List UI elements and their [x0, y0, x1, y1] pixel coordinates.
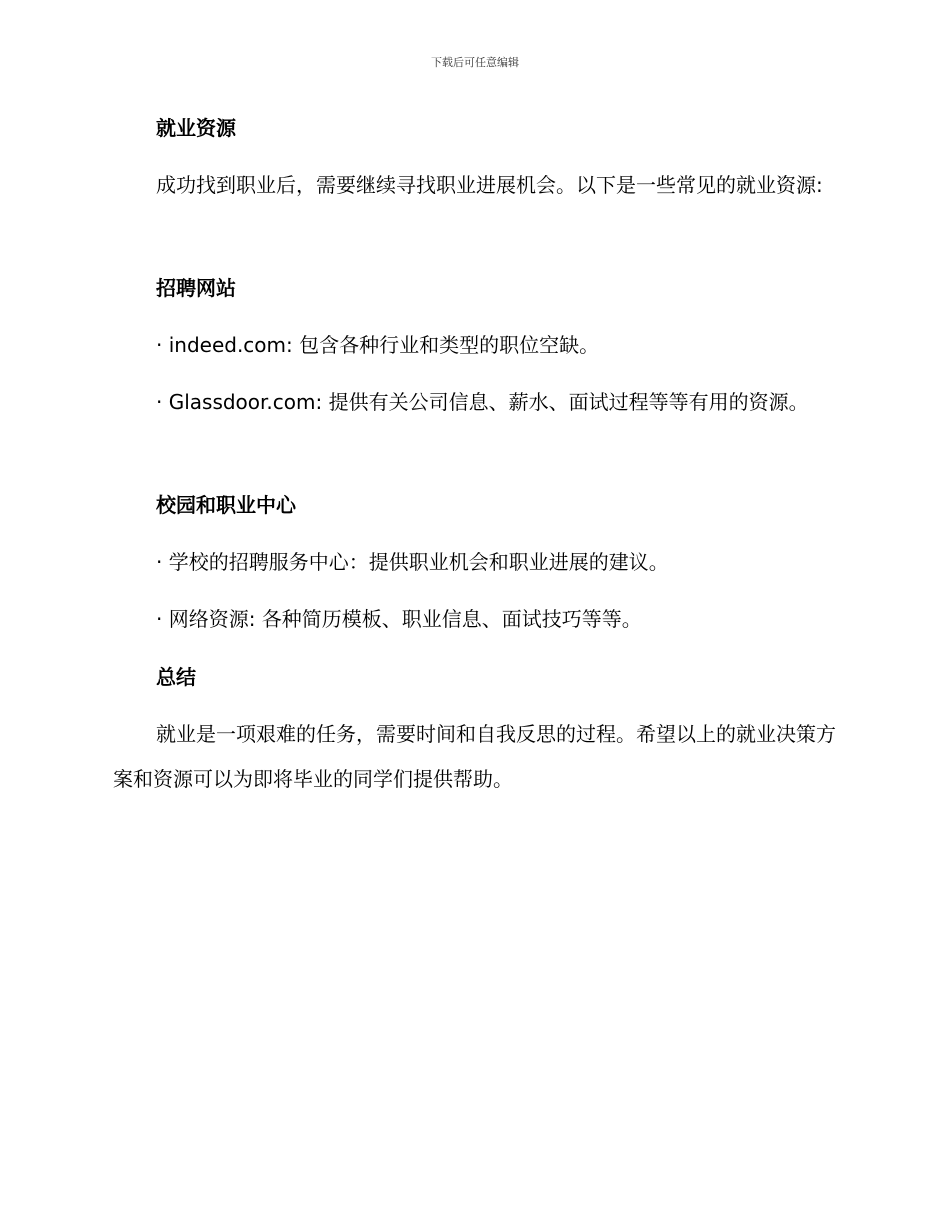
section-heading-job-sites: 招聘网站	[156, 276, 236, 300]
section-heading-summary: 总结	[156, 665, 196, 689]
section-paragraph-employment-resources: 成功找到职业后，需要继续寻找职业进展机会。以下是一些常见的就业资源:	[156, 173, 823, 197]
page-header: 下载后可任意编辑	[431, 56, 519, 69]
list-item-indeed: · indeed.com: 包含各种行业和类型的职位空缺。	[156, 333, 600, 357]
list-item-glassdoor: · Glassdoor.com: 提供有关公司信息、薪水、面试过程等等有用的资源。	[156, 390, 809, 414]
section-heading-employment-resources: 就业资源	[156, 116, 236, 140]
section-paragraph-summary: 就业是一项艰难的任务，需要时间和自我反思的过程。希望以上的就业决策方案和资源可以为即将毕业的同学们提供帮助。	[113, 722, 836, 791]
section-heading-campus-career-center: 校园和职业中心	[156, 493, 296, 517]
list-item-school-recruitment-center: · 学校的招聘服务中心：提供职业机会和职业进展的建议。	[156, 550, 669, 574]
list-item-online-resources: · 网络资源: 各种简历模板、职业信息、面试技巧等等。	[156, 607, 642, 631]
